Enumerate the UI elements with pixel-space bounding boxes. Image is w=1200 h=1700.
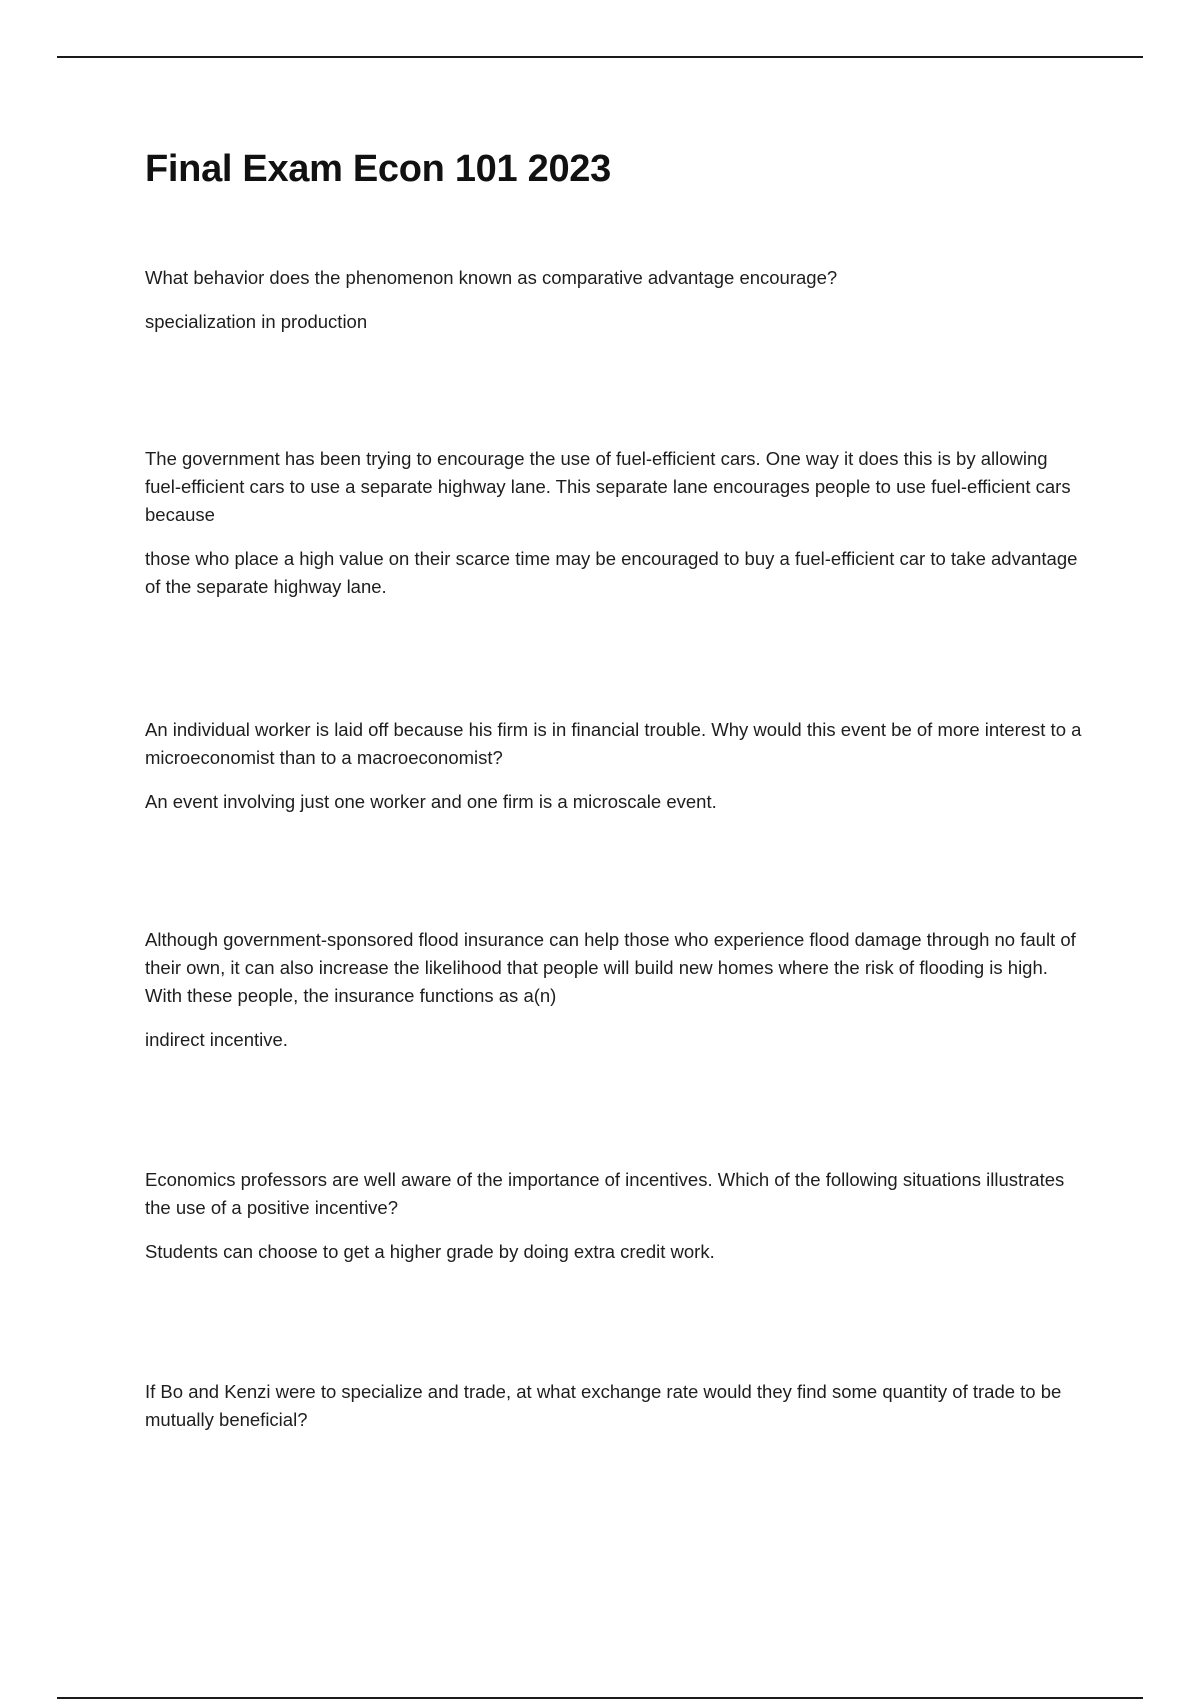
question-text: Although government-sponsored flood insurance can help those who experience flood damage through no fault of their own, it can also increase the likelihood that people will build new homes where the risk of flooding is high. With these people, the insurance functions as a(n) [145, 929, 1076, 1006]
question-text: If Bo and Kenzi were to specialize and trade, at what exchange rate would they find some quantity of trade to be mutually beneficial? [145, 1381, 1062, 1430]
question-text: The government has been trying to encourage the use of fuel-efficient cars. One way it does this is by allowing fuel-efficient cars to use a separate highway lane. This separate lane encourages people to use fuel-efficient cars because [145, 448, 1071, 525]
question-text: An individual worker is laid off because his firm is in financial trouble. Why would this event be of more interest to a microeconomist than to a macroeconomist? [145, 719, 1082, 768]
footer-rule [57, 1697, 1143, 1699]
question-block [145, 1378, 1085, 1434]
question-text: What behavior does the phenomenon known as comparative advantage encourage? [145, 267, 838, 288]
header-rule [57, 56, 1143, 58]
question-block [145, 1166, 1085, 1266]
question-block [145, 445, 1085, 601]
answer-text: specialization in production [145, 311, 368, 332]
answer-text: those who place a high value on their scarce time may be encouraged to buy a fuel-efficient car to take advantage of the separate highway lane. [145, 548, 1078, 597]
answer-text: An event involving just one worker and one firm is a microscale event. [145, 791, 717, 812]
page-title: Final Exam Econ 101 2023 [145, 148, 611, 190]
question-block [145, 264, 1085, 336]
answer-text: Students can choose to get a higher grade by doing extra credit work. [145, 1241, 715, 1262]
question-text: Economics professors are well aware of the importance of incentives. Which of the following situations illustrates the use of a positive incentive? [145, 1169, 1065, 1218]
question-block [145, 716, 1085, 816]
answer-text: indirect incentive. [145, 1029, 288, 1050]
question-block [145, 926, 1085, 1054]
